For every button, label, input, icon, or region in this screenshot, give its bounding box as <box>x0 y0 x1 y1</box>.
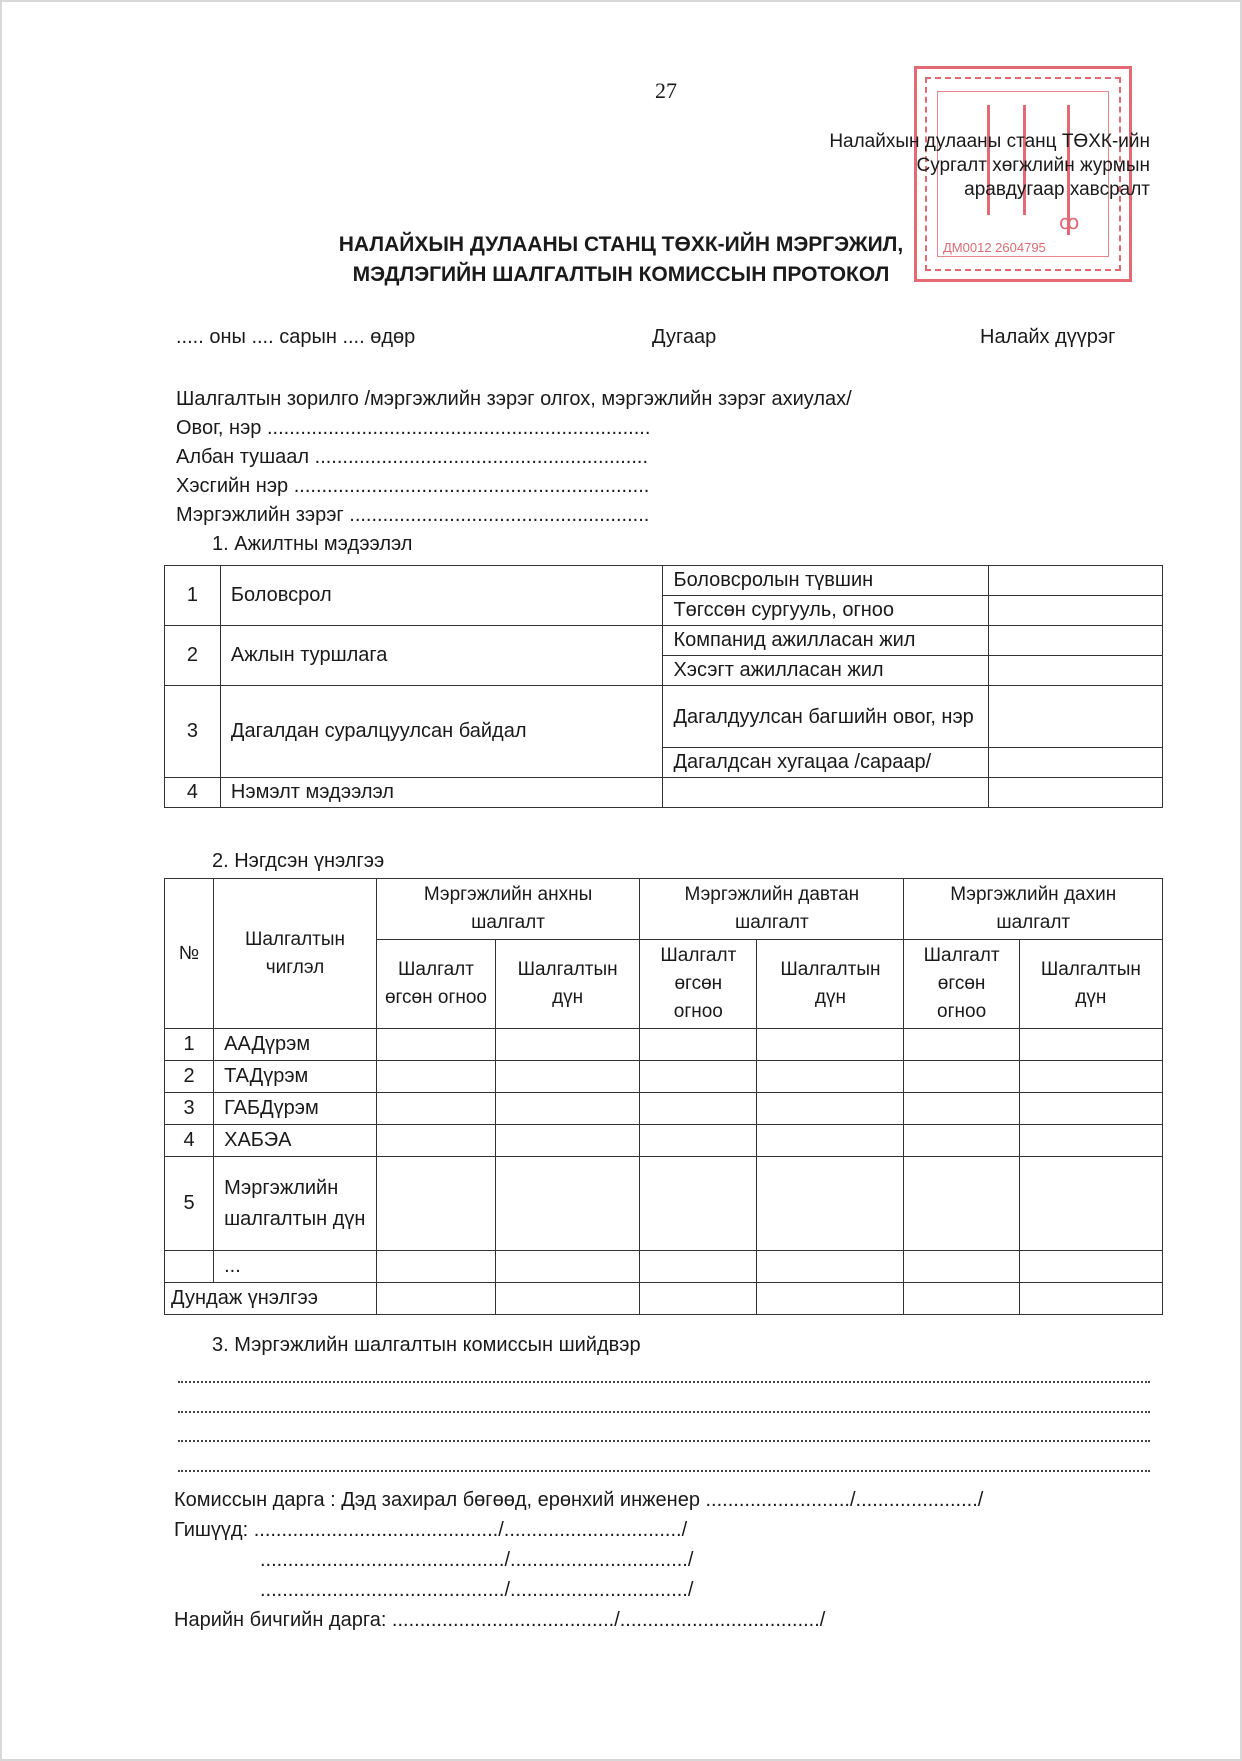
table-row <box>165 1157 1163 1251</box>
value-cell[interactable] <box>989 596 1163 626</box>
score-cell[interactable] <box>640 1029 757 1061</box>
score-cell[interactable] <box>757 1157 904 1251</box>
score-cell[interactable] <box>376 1125 495 1157</box>
row-label: Боловсрол <box>220 566 663 626</box>
score-cell[interactable] <box>1019 1093 1162 1125</box>
appendix-line: аравдугаар хавсралт <box>964 179 1150 200</box>
row-number: 3 <box>165 1093 214 1125</box>
title-line: МЭДЛЭГИЙН ШАЛГАЛТЫН КОМИССЫН ПРОТОКОЛ <box>352 263 890 286</box>
exam-result-header: Шалгалтын дүн <box>757 940 904 1029</box>
value-cell[interactable] <box>989 686 1163 748</box>
value-cell[interactable] <box>989 778 1163 808</box>
direction-name: ... <box>214 1251 377 1283</box>
section3-heading: 3. Мэргэжлийн шалгалтын комиссын шийдвэр <box>212 1334 641 1356</box>
score-cell[interactable] <box>496 1157 640 1251</box>
row-number: 2 <box>165 626 221 686</box>
appendix-note <box>829 130 1150 202</box>
row-number: 2 <box>165 1061 214 1093</box>
personal-fields <box>176 385 852 559</box>
position-field: Албан тушаал ............................................................ <box>176 446 649 468</box>
group-header: Мэргэжлийн давтан шалгалт <box>640 879 904 940</box>
score-cell[interactable] <box>904 1125 1019 1157</box>
score-cell[interactable] <box>376 1251 495 1283</box>
section-name-field: Хэсгийн нэр ................................................................ <box>176 475 650 497</box>
score-cell[interactable] <box>640 1157 757 1251</box>
row-number: 1 <box>165 566 221 626</box>
value-cell[interactable] <box>989 626 1163 656</box>
table-row <box>165 1251 1163 1283</box>
decision-line[interactable] <box>178 1381 1150 1383</box>
direction-name: ГАБДүрэм <box>214 1093 377 1125</box>
row-number: 1 <box>165 1029 214 1061</box>
sub-label: Дагалдуулсан багшийн овог, нэр <box>663 686 989 748</box>
row-number: 5 <box>165 1157 214 1251</box>
score-cell[interactable] <box>904 1093 1019 1125</box>
decision-line[interactable] <box>178 1470 1150 1472</box>
sub-label: Дагалдсан хугацаа /сараар/ <box>663 748 989 778</box>
number-label: Дугаар <box>652 326 717 348</box>
date-field: ..... оны .... сарын .... өдөр <box>176 326 416 348</box>
score-cell[interactable] <box>904 1157 1019 1251</box>
section2-heading: 2. Нэгдсэн үнэлгээ <box>212 850 385 872</box>
stamp-seal-icon: ꝏ <box>1059 212 1080 234</box>
score-cell[interactable] <box>757 1283 904 1315</box>
score-cell[interactable] <box>640 1283 757 1315</box>
appendix-line: Сургалт хөгжлийн журмын <box>916 155 1150 176</box>
decision-line[interactable] <box>178 1440 1150 1442</box>
table-row <box>165 1061 1163 1093</box>
table-row <box>165 626 1163 656</box>
col-direction-header: Шалгалтын чиглэл <box>214 879 377 1029</box>
appendix-line: Налайхын дулааны станц ТӨХК-ийн <box>829 131 1150 152</box>
document-title <box>0 230 1242 290</box>
name-field: Овог, нэр ..................................................................... <box>176 417 651 439</box>
score-cell[interactable] <box>1019 1061 1162 1093</box>
stamp-code: ДМ0012 2604795 <box>943 240 1046 255</box>
score-cell[interactable] <box>376 1061 495 1093</box>
value-cell[interactable] <box>989 566 1163 596</box>
purpose-field: Шалгалтын зорилго /мэргэжлийн зэрэг олгох, мэргэжлийн зэрэг ахиулах/ <box>176 388 852 410</box>
score-cell[interactable] <box>757 1093 904 1125</box>
member-signature: ............................................/................................/ <box>260 1549 694 1571</box>
sub-label: Компанид ажилласан жил <box>663 626 989 656</box>
exam-date-header: Шалгалт өгсөн огноо <box>904 940 1019 1029</box>
row-number: 4 <box>165 1125 214 1157</box>
score-cell[interactable] <box>1019 1125 1162 1157</box>
score-cell[interactable] <box>376 1029 495 1061</box>
score-cell[interactable] <box>757 1061 904 1093</box>
direction-name: ААДүрэм <box>214 1029 377 1061</box>
score-cell[interactable] <box>1019 1029 1162 1061</box>
score-cell[interactable] <box>1019 1157 1162 1251</box>
grade-field: Мэргэжлийн зэрэг ...................................................... <box>176 504 650 526</box>
score-cell[interactable] <box>496 1061 640 1093</box>
row-number: 4 <box>165 778 221 808</box>
assessment-table <box>164 878 1163 1315</box>
average-label: Дундаж үнэлгээ <box>165 1283 377 1315</box>
sub-label: Төгссөн сургууль, огноо <box>663 596 989 626</box>
score-cell[interactable] <box>904 1029 1019 1061</box>
score-cell[interactable] <box>1019 1251 1162 1283</box>
table-row <box>165 1125 1163 1157</box>
location-label: Налайх дүүрэг <box>980 326 1116 348</box>
row-label: Дагалдан суралцуулсан байдал <box>220 686 663 778</box>
direction-name: Мэргэжлийн шалгалтын дүн <box>214 1157 377 1251</box>
col-number-header: № <box>165 879 214 1029</box>
exam-date-header: Шалгалт өгсөн огноо <box>376 940 495 1029</box>
chair-signature: Комиссын дарга : Дэд захирал бөгөөд, ерөнхий инженер ........................../....................../ <box>174 1489 984 1511</box>
score-cell[interactable] <box>640 1251 757 1283</box>
table-row <box>165 1093 1163 1125</box>
score-cell[interactable] <box>376 1157 495 1251</box>
row-label: Нэмэлт мэдээлэл <box>220 778 663 808</box>
score-cell[interactable] <box>496 1029 640 1061</box>
exam-date-header: Шалгалт өгсөн огноо <box>640 940 757 1029</box>
score-cell[interactable] <box>757 1251 904 1283</box>
direction-name: ХАБЭА <box>214 1125 377 1157</box>
employee-info-table <box>164 565 1163 808</box>
group-header: Мэргэжлийн дахин шалгалт <box>904 879 1163 940</box>
members-signature: Гишүүд: ............................................/................................/ <box>174 1519 688 1541</box>
value-cell[interactable] <box>989 656 1163 686</box>
page-number: 27 <box>655 78 677 103</box>
title-line: НАЛАЙХЫН ДУЛААНЫ СТАНЦ ТӨХК-ИЙН МЭРГЭЖИЛ, <box>338 233 904 256</box>
row-number <box>165 1251 214 1283</box>
score-cell[interactable] <box>640 1125 757 1157</box>
table-row <box>165 1029 1163 1061</box>
table-row <box>165 778 1163 808</box>
score-cell[interactable] <box>904 1283 1019 1315</box>
table-row <box>165 686 1163 748</box>
score-cell[interactable] <box>376 1093 495 1125</box>
value-cell[interactable] <box>989 748 1163 778</box>
sub-label: Хэсэгт ажилласан жил <box>663 656 989 686</box>
row-number: 3 <box>165 686 221 778</box>
secretary-signature: Нарийн бичгийн дарга: ......................................../..................................../ <box>174 1609 826 1631</box>
score-cell[interactable] <box>376 1283 495 1315</box>
score-cell[interactable] <box>757 1125 904 1157</box>
score-cell[interactable] <box>757 1029 904 1061</box>
value-cell[interactable] <box>663 778 989 808</box>
row-label: Ажлын туршлага <box>220 626 663 686</box>
member-signature: ............................................/................................/ <box>260 1579 694 1601</box>
score-cell[interactable] <box>904 1251 1019 1283</box>
direction-name: ТАДүрэм <box>214 1061 377 1093</box>
score-cell[interactable] <box>496 1093 640 1125</box>
score-cell[interactable] <box>904 1061 1019 1093</box>
score-cell[interactable] <box>496 1125 640 1157</box>
sub-label: Боловсролын түвшин <box>663 566 989 596</box>
decision-line[interactable] <box>178 1411 1150 1413</box>
table-row <box>165 566 1163 596</box>
header-row <box>165 879 1163 940</box>
score-cell[interactable] <box>496 1251 640 1283</box>
section1-heading: 1. Ажилтны мэдээлэл <box>212 533 413 555</box>
exam-result-header: Шалгалтын дүн <box>496 940 640 1029</box>
score-cell[interactable] <box>496 1283 640 1315</box>
score-cell[interactable] <box>1019 1283 1162 1315</box>
group-header: Мэргэжлийн анхны шалгалт <box>376 879 639 940</box>
score-cell[interactable] <box>640 1061 757 1093</box>
score-cell[interactable] <box>640 1093 757 1125</box>
exam-result-header: Шалгалтын дүн <box>1019 940 1162 1029</box>
average-row <box>165 1283 1163 1315</box>
